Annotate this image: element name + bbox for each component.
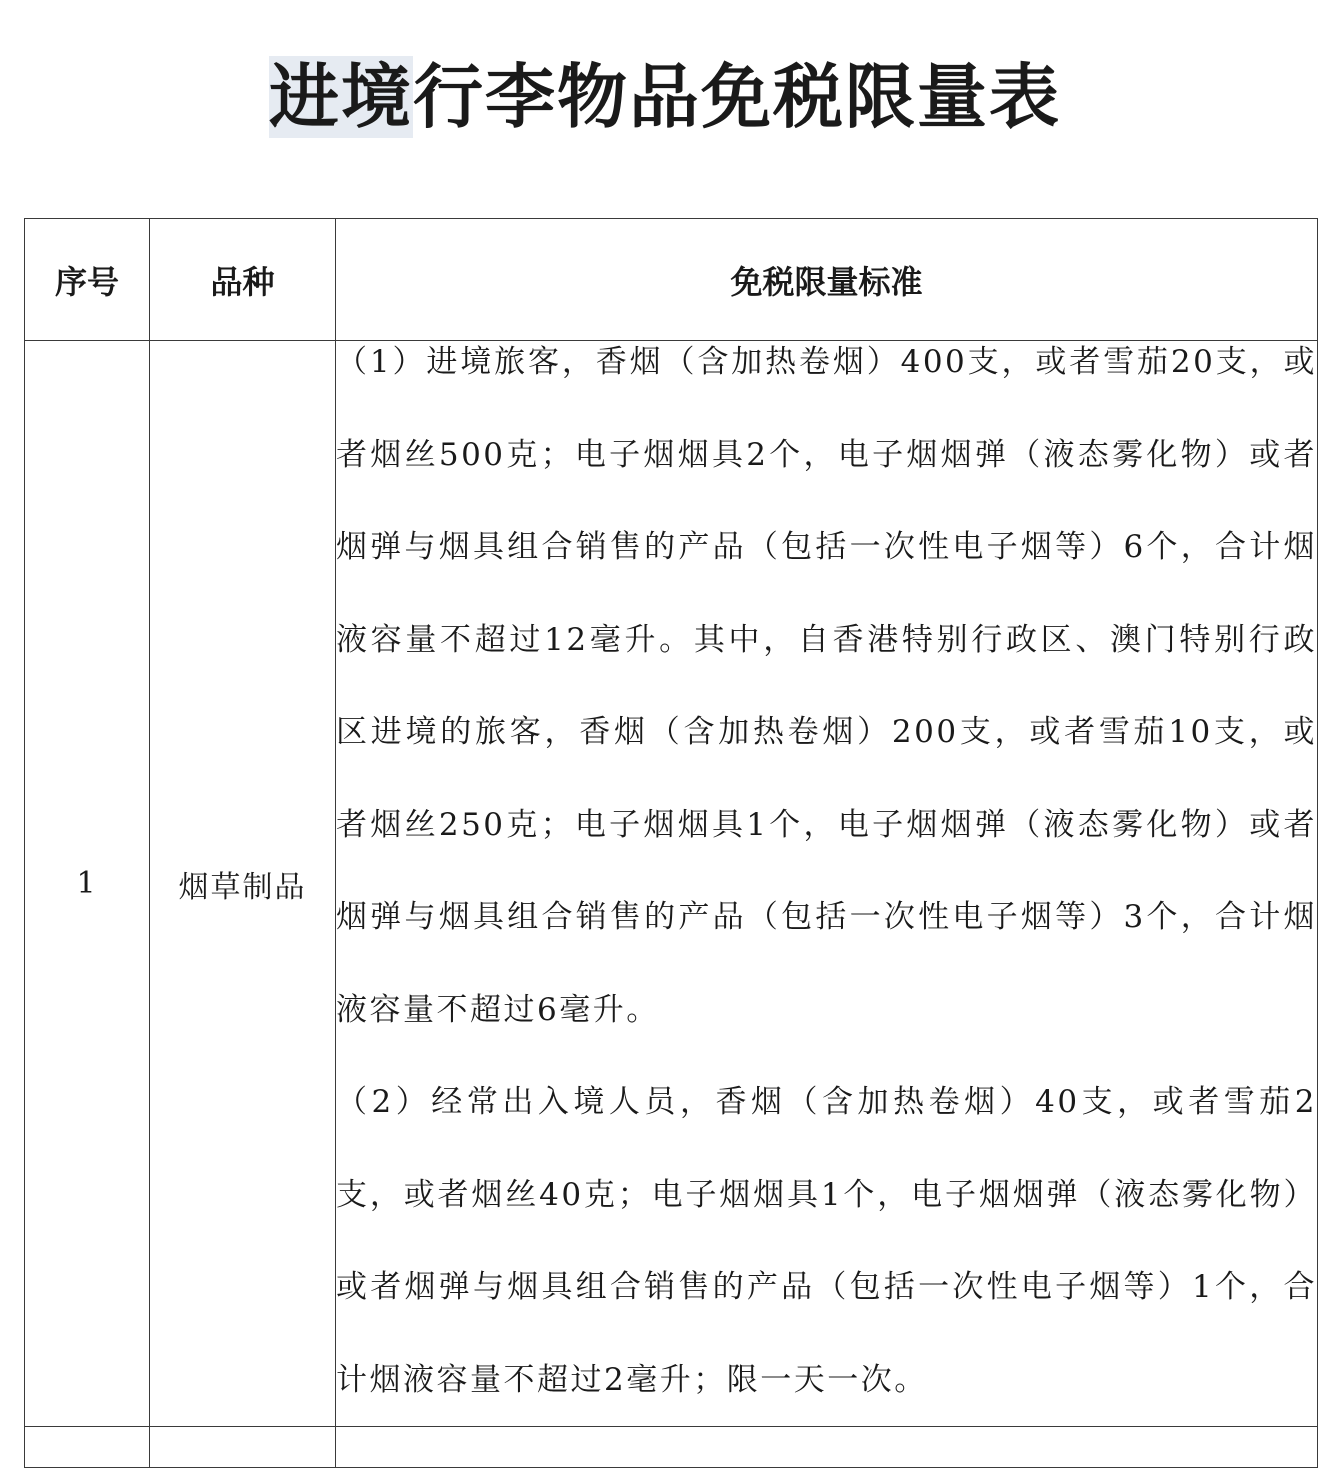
header-kind: 品种 — [150, 219, 336, 341]
row-kind-empty — [150, 1427, 336, 1468]
row-standard-empty — [336, 1427, 1318, 1468]
duty-free-limits-table — [24, 218, 1318, 1468]
title-highlighted-text: 进境 — [269, 56, 413, 138]
standard-paragraph: （2）经常出入境人员，香烟（含加热卷烟）40支，或者雪茄2支，或者烟丝40克；电子烟烟具1个，电子烟烟弹（液态雾化物）或者烟弹与烟具组合销售的产品（包括一次性电子烟等）1个，合计烟液容量不超过2毫升；限一天一次。 — [336, 1084, 1317, 1398]
header-standard: 免税限量标准 — [336, 219, 1318, 341]
standard-paragraph: （1）进境旅客，香烟（含加热卷烟）400支，或者雪茄20支，或者烟丝500克；电子烟烟具2个，电子烟烟弹（液态雾化物）或者烟弹与烟具组合销售的产品（包括一次性电子烟等）6个，合计烟液容量不超过12毫升。其中，自香港特别行政区、澳门特别行政区进境的旅客，香烟（含加热卷烟）200支，或者雪茄10支，或者烟丝250克；电子烟烟具1个，电子烟烟弹（液态雾化物）或者烟弹与烟具组合销售的产品（包括一次性电子烟等）3个，合计烟液容量不超过6毫升。 — [336, 344, 1317, 1028]
title-text: 行李物品免税限量表 — [413, 56, 1061, 138]
header-seq: 序号 — [25, 219, 150, 341]
row-standard — [336, 341, 1318, 1427]
row-kind: 烟草制品 — [150, 341, 336, 1427]
row-seq-empty — [25, 1427, 150, 1468]
page-title — [0, 52, 1330, 142]
row-seq: 1 — [25, 341, 150, 1427]
table-row-partial — [25, 1427, 1318, 1468]
table-row — [25, 341, 1318, 1427]
